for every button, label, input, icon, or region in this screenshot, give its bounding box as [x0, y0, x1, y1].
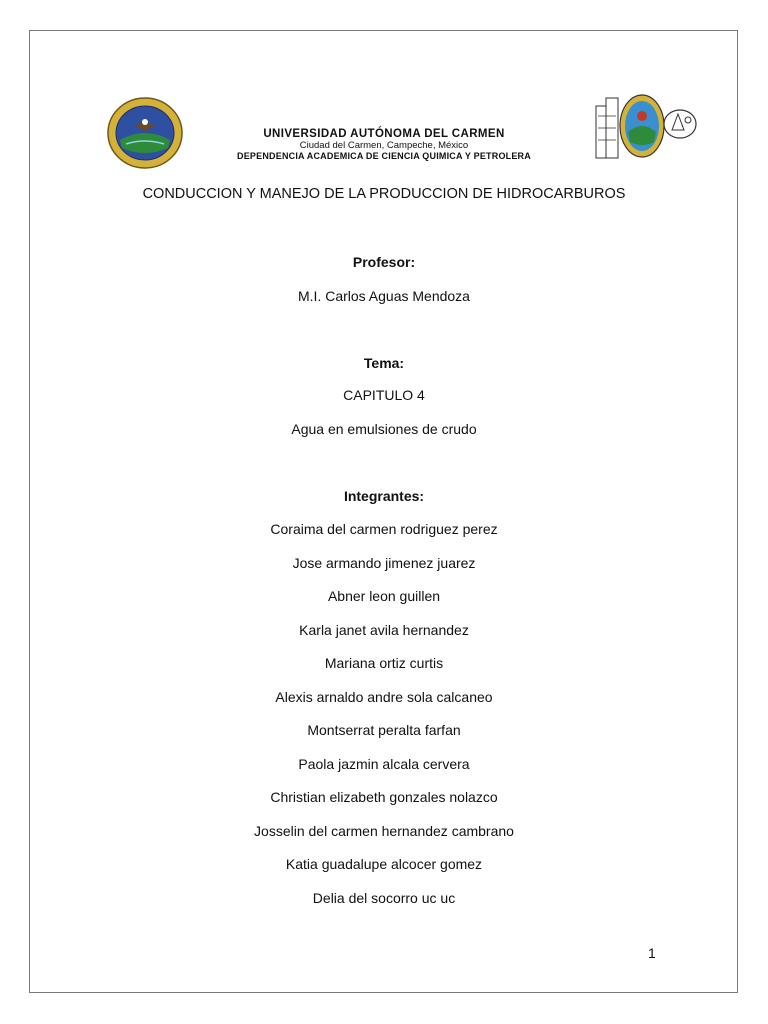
- member-item: Alexis arnaldo andre sola calcaneo: [275, 689, 493, 705]
- member-item: Christian elizabeth gonzales nolazco: [270, 789, 498, 805]
- profesor-name: M.I. Carlos Aguas Mendoza: [298, 288, 470, 304]
- member-item: Paola jazmin alcala cervera: [298, 756, 470, 772]
- faculty-logo: [592, 92, 700, 164]
- member-item: Jose armando jimenez juarez: [292, 555, 476, 571]
- university-name: UNIVERSIDAD AUTÓNOMA DEL CARMEN: [263, 128, 505, 140]
- integrantes-label: Integrantes:: [343, 488, 425, 504]
- member-item: Karla janet avila hernandez: [299, 622, 469, 638]
- member-item: Josselin del carmen hernandez cambrano: [254, 823, 514, 839]
- institution-header: [200, 128, 568, 161]
- member-item: Mariana ortiz curtis: [324, 655, 444, 671]
- member-item: Abner leon guillen: [327, 588, 441, 604]
- tema-chapter: CAPITULO 4: [343, 387, 425, 403]
- tema-label: Tema:: [363, 355, 405, 371]
- university-city: Ciudad del Carmen, Campeche, México: [299, 140, 469, 151]
- tema-subject: Agua en emulsiones de crudo: [291, 421, 477, 437]
- member-item: Montserrat peralta farfan: [307, 722, 461, 738]
- academic-dependency: DEPENDENCIA ACADEMICA DE CIENCIA QUIMICA Y PETROLERA: [237, 151, 531, 161]
- member-item: Katia guadalupe alcocer gomez: [285, 856, 483, 872]
- profesor-label: Profesor:: [352, 254, 416, 270]
- page-number: 1: [648, 945, 656, 961]
- document-title: CONDUCCION Y MANEJO DE LA PRODUCCION DE HIDROCARBUROS: [142, 186, 626, 202]
- university-seal-logo: [106, 96, 184, 170]
- page-border: [29, 30, 738, 993]
- member-item: Coraima del carmen rodriguez perez: [270, 521, 498, 537]
- member-item: Delia del socorro uc uc: [312, 890, 456, 906]
